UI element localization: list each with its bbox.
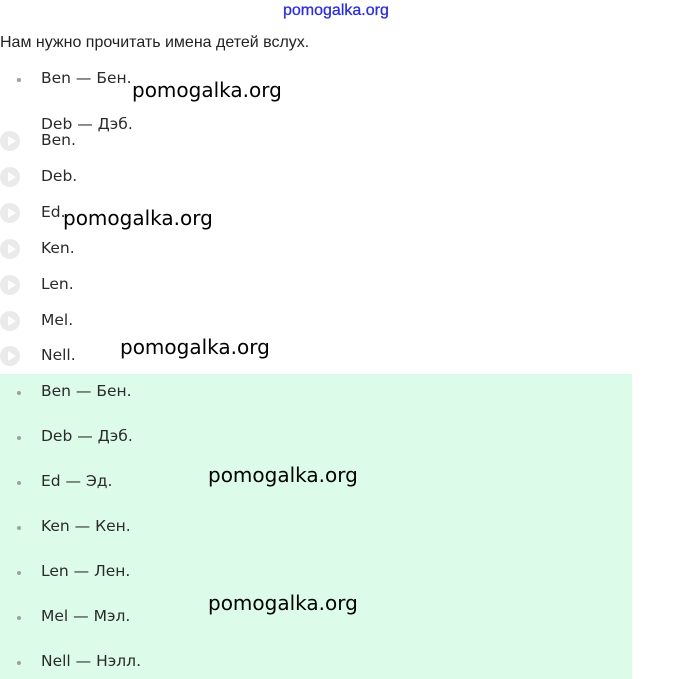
audio-item-nell: Nell. [41, 346, 76, 364]
play-icon[interactable] [0, 131, 20, 151]
answer-item: Len — Лен. [41, 562, 131, 580]
audio-item-mel: Mel. [41, 311, 74, 329]
watermark: pomogalka.org [132, 78, 282, 102]
watermark: pomogalka.org [208, 591, 358, 615]
audio-item-ken: Ken. [41, 239, 75, 257]
bullet-icon [17, 616, 21, 620]
list-item: Deb — Дэб. [41, 115, 133, 133]
watermark: pomogalka.org [120, 335, 270, 359]
answer-item: Ed — Эд. [41, 472, 113, 490]
site-logo[interactable]: pomogalka.org [283, 2, 389, 19]
bullet-icon [17, 481, 21, 485]
bullet-icon [17, 661, 21, 665]
answer-item: Deb — Дэб. [41, 427, 133, 445]
play-icon[interactable] [0, 167, 20, 187]
play-icon[interactable] [0, 239, 20, 259]
play-icon[interactable] [0, 203, 20, 223]
list-item-clipped [0, 110, 200, 133]
watermark: pomogalka.org [208, 463, 358, 487]
bullet-icon [17, 571, 21, 575]
audio-item-ed: Ed. [41, 203, 66, 221]
play-icon[interactable] [0, 311, 20, 331]
intro-text: Нам нужно прочитать имена детей вслух. [0, 34, 310, 51]
play-icon[interactable] [0, 346, 20, 366]
audio-item-deb: Deb. [41, 167, 78, 185]
answer-item: Ken — Кен. [41, 517, 131, 535]
list-item: Ben — Бен. [41, 69, 132, 87]
bullet-icon [17, 391, 21, 395]
answer-item: Mel — Мэл. [41, 607, 131, 625]
watermark: pomogalka.org [63, 206, 213, 230]
bullet-icon [17, 436, 21, 440]
answer-item: Ben — Бен. [41, 382, 132, 400]
play-icon[interactable] [0, 275, 20, 295]
audio-item-ben: Ben. [41, 131, 76, 149]
bullet-icon [17, 526, 21, 530]
audio-item-len: Len. [41, 275, 74, 293]
bullet-icon [17, 78, 21, 82]
answer-item: Nell — Нэлл. [41, 652, 142, 670]
